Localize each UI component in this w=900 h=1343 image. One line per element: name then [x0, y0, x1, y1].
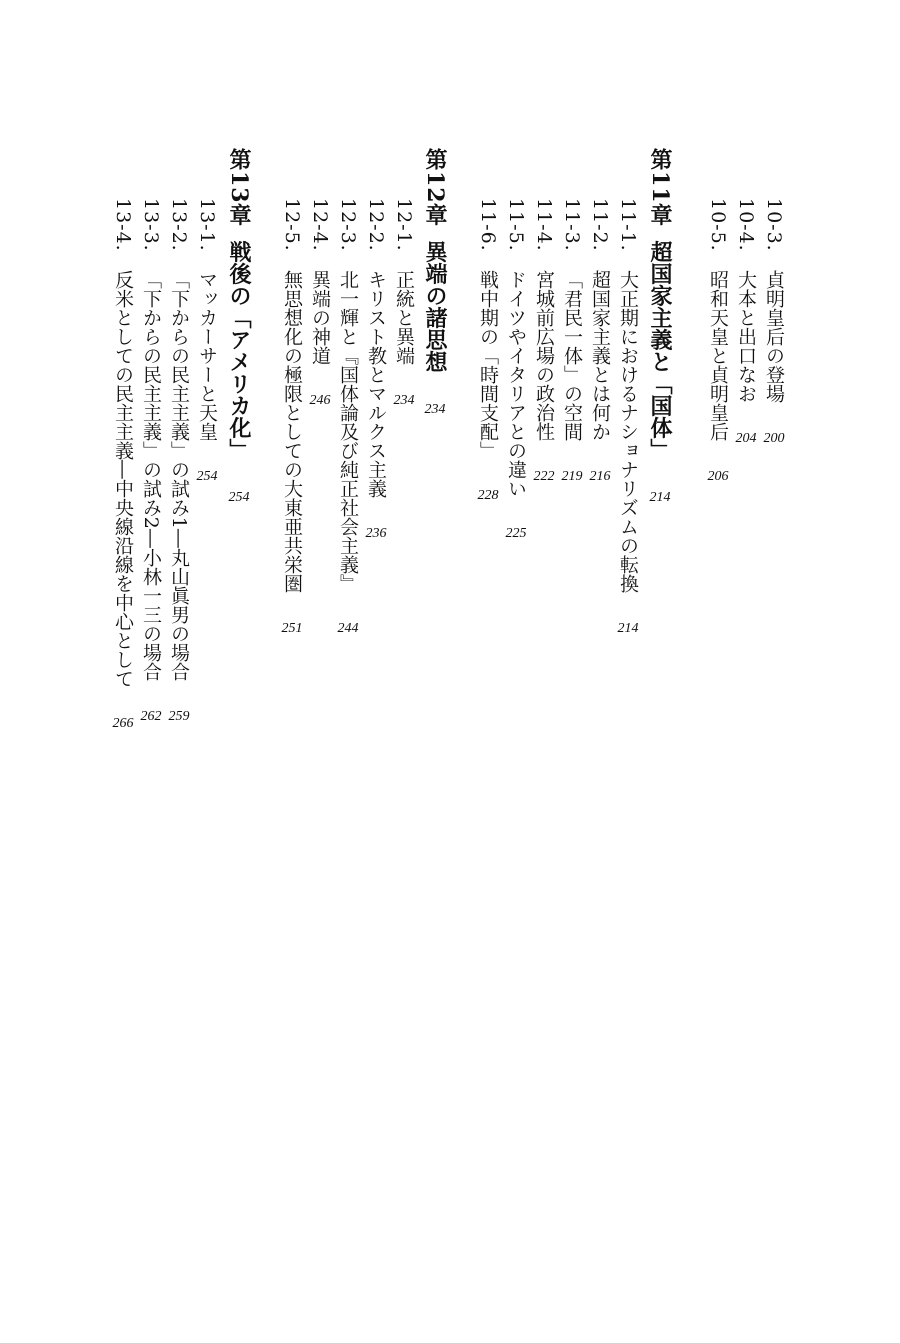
- entry-page: 204: [735, 430, 757, 446]
- chapter-heading-11[interactable]: [645, 148, 675, 513]
- toc-entry[interactable]: [193, 198, 221, 491]
- chapter-title: 超国家主義と「国体」: [647, 240, 673, 461]
- entry-title: 異端の神道: [309, 269, 331, 365]
- toc-entry[interactable]: [165, 198, 193, 731]
- chapter-number: 第11章: [647, 148, 673, 227]
- entry-title: 超国家主義とは何か: [589, 269, 611, 441]
- entry-number: 13-3.: [140, 198, 162, 252]
- toc-entry[interactable]: [614, 198, 642, 643]
- entry-page: 246: [309, 392, 331, 408]
- entry-number: 12-3.: [337, 198, 359, 252]
- entry-title: 反米としての民主主義―中央線沿線を中心として: [112, 269, 134, 688]
- entry-number: 12-2.: [365, 198, 387, 252]
- chapter-number: 第12章: [422, 148, 448, 227]
- entry-number: 10-5.: [707, 198, 729, 252]
- chapter-heading-12[interactable]: [420, 148, 450, 425]
- toc-entry[interactable]: [390, 198, 418, 415]
- entry-number: 12-5.: [281, 198, 303, 252]
- entry-page: 228: [477, 487, 499, 503]
- entry-page: 234: [393, 392, 415, 408]
- entry-page: 222: [533, 468, 555, 484]
- toc-entry[interactable]: [278, 198, 306, 643]
- entry-number: 10-4.: [735, 198, 757, 252]
- toc-entry[interactable]: [586, 198, 614, 491]
- entry-number: 11-5.: [505, 198, 527, 252]
- entry-number: 13-1.: [196, 198, 218, 252]
- toc-entry[interactable]: [502, 198, 530, 548]
- entry-title: 貞明皇后の登場: [763, 269, 785, 403]
- entry-page: 266: [112, 715, 134, 731]
- entry-number: 11-1.: [617, 198, 639, 252]
- entry-title: 「君民一体」の空間: [561, 269, 583, 441]
- toc-entry[interactable]: [306, 198, 334, 415]
- entry-page: 225: [505, 525, 527, 541]
- entry-title: 大正期におけるナショナリズムの転換: [617, 269, 639, 593]
- entry-number: 10-3.: [763, 198, 785, 252]
- entry-page: 200: [763, 430, 785, 446]
- chapter-page: 254: [228, 489, 250, 505]
- entry-page: 236: [365, 525, 387, 541]
- entry-title: 大本と出口なお: [735, 269, 757, 403]
- entry-number: 12-1.: [393, 198, 415, 252]
- entry-title: 昭和天皇と貞明皇后: [707, 269, 729, 441]
- entry-number: 11-3.: [561, 198, 583, 252]
- entry-page: 219: [561, 468, 583, 484]
- entry-title: マッカーサーと天皇: [196, 269, 218, 441]
- toc-entry[interactable]: [530, 198, 558, 491]
- entry-title: ドイツやイタリアとの違い: [505, 269, 527, 498]
- entry-number: 13-4.: [112, 198, 134, 252]
- toc-entry[interactable]: [474, 198, 502, 510]
- entry-page: 244: [337, 620, 359, 636]
- toc-entry[interactable]: [109, 198, 137, 738]
- toc-entry[interactable]: [334, 198, 362, 643]
- toc-entry[interactable]: [704, 198, 732, 491]
- entry-page: 262: [140, 708, 162, 724]
- entry-page: 251: [281, 620, 303, 636]
- entry-title: 正統と異端: [393, 269, 415, 365]
- chapter-page: 234: [424, 401, 446, 417]
- toc-entry[interactable]: [558, 198, 586, 491]
- entry-title: 「下からの民主主義」の試み1―丸山眞男の場合: [168, 269, 190, 681]
- chapter-title: 異端の諸思想: [422, 240, 448, 373]
- entry-page: 216: [589, 468, 611, 484]
- entry-number: 13-2.: [168, 198, 190, 252]
- entry-title: 無思想化の極限としての大東亜共栄圏: [281, 269, 303, 593]
- entry-number: 12-4.: [309, 198, 331, 252]
- chapter-title: 戦後の「アメリカ化」: [226, 240, 252, 461]
- entry-title: キリスト教とマルクス主義: [365, 269, 387, 498]
- chapter-page: 214: [649, 489, 671, 505]
- entry-title: 戦中期の「時間支配」: [477, 269, 499, 460]
- entry-page: 254: [196, 468, 218, 484]
- chapter-heading-13[interactable]: [224, 148, 254, 513]
- entry-page: 206: [707, 468, 729, 484]
- entry-page: 259: [168, 708, 190, 724]
- entry-title: 北一輝と『国体論及び純正社会主義』: [337, 269, 359, 593]
- entry-number: 11-4.: [533, 198, 555, 252]
- toc-entry[interactable]: [732, 198, 760, 453]
- entry-number: 11-2.: [589, 198, 611, 252]
- entry-title: 「下からの民主主義」の試み2―小林一三の場合: [140, 269, 162, 681]
- toc-entry[interactable]: [137, 198, 165, 731]
- toc-entry[interactable]: [362, 198, 390, 548]
- entry-title: 宮城前広場の政治性: [533, 269, 555, 441]
- entry-number: 11-6.: [477, 198, 499, 252]
- toc-entry[interactable]: [760, 198, 788, 453]
- entry-page: 214: [617, 620, 639, 636]
- chapter-number: 第13章: [226, 148, 252, 227]
